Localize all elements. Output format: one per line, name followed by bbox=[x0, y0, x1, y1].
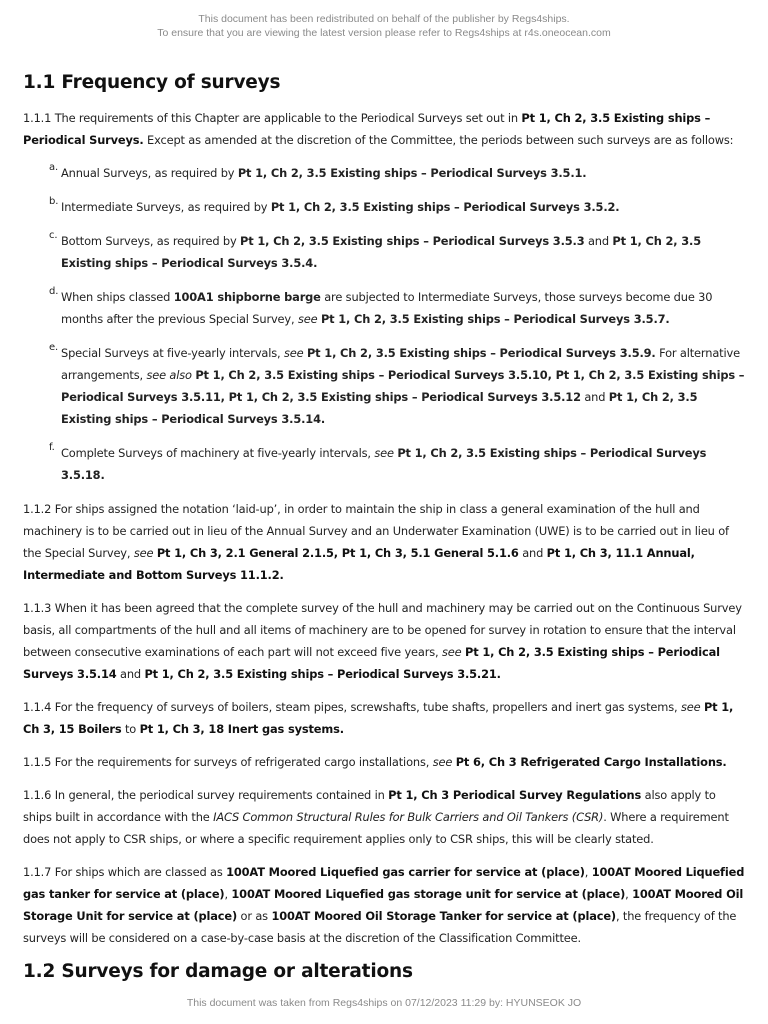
text: 1.1.2 For ships assigned the notation ‘laid-up’, in order to maintain the ship in class a general examination of the hull and machinery is to be carried out in lieu of the Annual Survey and an Underwater Examination (UWE) is to be carried out in lieu of the Special Survey, bbox=[23, 502, 729, 560]
reference: Pt 1, Ch 2, 3.5 Existing ships – Periodical Surveys 3.5.21. bbox=[144, 667, 501, 681]
text: 1.1.7 For ships which are classed as bbox=[23, 865, 227, 879]
reference: Pt 1, Ch 2, 3.5 Existing ships – Periodical Surveys 3.5.3 bbox=[240, 234, 585, 248]
notation: 100AT Moored Liquefied gas carrier for service at (place) bbox=[226, 865, 585, 879]
redistribution-notice bbox=[0, 12, 768, 40]
paragraph-1-1-2 bbox=[23, 498, 747, 586]
reference: Pt 1, Ch 3, 2.1 General 2.1.5, Pt 1, Ch 3, 5.1 General 5.1.6 bbox=[156, 546, 519, 560]
list-item-b bbox=[23, 196, 747, 218]
reference: Pt 1, Ch 3, 15 Boilers bbox=[23, 700, 734, 736]
text: 1.1.4 For the frequency of surveys of boilers, steam pipes, screwshafts, tube shafts, propellers and inert gas systems, bbox=[23, 700, 681, 714]
reference: Pt 1, Ch 2, 3.5 Existing ships – Periodical Surveys 3.5.1. bbox=[237, 166, 587, 180]
notation: 100A1 shipborne barge bbox=[173, 290, 321, 304]
text: and bbox=[116, 667, 145, 681]
list-item-e bbox=[23, 342, 747, 430]
reference: Pt 1, Ch 2, 3.5 Existing ships – Periodical Surveys 3.5.14. bbox=[61, 390, 698, 426]
notice-line-2: To ensure that you are viewing the latest version please refer to Regs4ships at r4s.oneocean.com bbox=[157, 27, 611, 39]
text: to bbox=[121, 722, 140, 736]
see-text: see bbox=[442, 645, 462, 659]
list-item-d bbox=[23, 286, 747, 330]
notation: 100AT Moored Oil Storage Unit for service at (place) bbox=[23, 887, 744, 923]
reference: Pt 1, Ch 2, 3.5 Existing ships – Periodical Surveys 3.5.14 bbox=[23, 645, 720, 681]
text: are subjected to Intermediate Surveys, those surveys become due 30 months after the previous Special Survey, bbox=[61, 290, 713, 326]
text: Complete Surveys of machinery at five-yearly intervals, bbox=[61, 446, 375, 460]
see-text: see bbox=[133, 546, 154, 560]
text: 1.1.1 The requirements of this Chapter are applicable to the Periodical Surveys set out in bbox=[23, 111, 522, 125]
text: or as bbox=[237, 909, 272, 923]
text: Special Surveys at five-yearly intervals, bbox=[61, 346, 284, 360]
see-also-text: see also bbox=[146, 368, 192, 382]
text: also apply to ships built in accordance with the bbox=[23, 788, 716, 824]
text: , bbox=[224, 887, 232, 901]
notation: 100AT Moored Oil Storage Tanker for service at (place) bbox=[271, 909, 616, 923]
reference: Pt 1, Ch 3, 11.1 Annual, Intermediate and Bottom Surveys 11.1.2. bbox=[23, 546, 695, 582]
text: Bottom Surveys, as required by bbox=[61, 234, 241, 248]
notation: 100AT Moored Liquefied gas storage unit for service at (place) bbox=[231, 887, 626, 901]
list-marker: f. bbox=[49, 442, 55, 453]
reference: Pt 1, Ch 2, 3.5 Existing ships – Periodical Surveys 3.5.9. bbox=[306, 346, 656, 360]
text: When ships classed bbox=[61, 290, 174, 304]
text: and bbox=[580, 390, 609, 404]
list-marker: a. bbox=[49, 162, 59, 173]
see-text: see bbox=[374, 446, 394, 460]
reference: Pt 1, Ch 2, 3.5 Existing ships – Periodical Surveys 3.5.10, Pt 1, Ch 2, 3.5 Existing ships – Periodical Surveys 3.5.11, Pt 1, Ch 2, 3.5 Existing ships – Periodical Surveys 3.5.12 bbox=[61, 368, 745, 404]
text: , bbox=[584, 865, 592, 879]
paragraph-1-1-7 bbox=[23, 861, 747, 949]
reference: Pt 1, Ch 2, 3.5 Existing ships – Periodical Surveys 3.5.4. bbox=[61, 234, 701, 270]
list-item-f bbox=[23, 442, 747, 486]
text: 1.1.3 When it has been agreed that the complete survey of the hull and machinery may be carried out on the Continuous Survey basis, all compartments of the hull and all items of machinery are to be opened for survey in rotation to ensure that the interval between consecutive examinations of each part will not exceed five years, bbox=[23, 601, 742, 659]
reference: Pt 1, Ch 3, 18 Inert gas systems. bbox=[139, 722, 344, 736]
notice-line-1: This document has been redistributed on behalf of the publisher by Regs4ships. bbox=[198, 13, 570, 25]
list-item-a bbox=[23, 162, 747, 184]
text: Intermediate Surveys, as required by bbox=[61, 200, 271, 214]
notation: 100AT Moored Liquefied gas tanker for service at (place) bbox=[23, 865, 745, 901]
text: . Where a requirement does not apply to CSR ships, or where a specific requirement applies only to CSR ships, this will be clearly stated. bbox=[23, 810, 729, 846]
text: 1.1.6 In general, the periodical survey requirements contained in bbox=[23, 788, 389, 802]
footer-notice: This document was taken from Regs4ships on 07/12/2023 11:29 by: HYUNSEOK JO bbox=[186, 997, 582, 1009]
text: and bbox=[584, 234, 613, 248]
see-text: see bbox=[680, 700, 701, 714]
see-text: see bbox=[283, 346, 304, 360]
list-marker: b. bbox=[49, 196, 59, 207]
text: Except as amended at the discretion of the Committee, the periods between such surveys are as follows: bbox=[143, 133, 734, 147]
text: Annual Surveys, as required by bbox=[61, 166, 238, 180]
text: and bbox=[518, 546, 547, 560]
list-marker: c. bbox=[49, 230, 58, 241]
paragraph-1-1-3 bbox=[23, 597, 747, 685]
paragraph-1-1-4 bbox=[23, 696, 747, 740]
csr-title: IACS Common Structural Rules for Bulk Carriers and Oil Tankers (CSR) bbox=[213, 810, 604, 824]
section-heading-1-2: 1.2 Surveys for damage or alterations bbox=[23, 961, 413, 982]
paragraph-1-1-1 bbox=[23, 107, 747, 151]
see-text: see bbox=[297, 312, 318, 326]
paragraph-1-1-6 bbox=[23, 784, 747, 850]
reference: Pt 1, Ch 3 Periodical Survey Regulations bbox=[388, 788, 642, 802]
text: For alternative arrangements, bbox=[61, 346, 740, 382]
document-body bbox=[23, 72, 747, 982]
paragraph-1-1-5 bbox=[23, 751, 747, 773]
reference: Pt 1, Ch 2, 3.5 Existing ships – Periodical Surveys 3.5.2. bbox=[270, 200, 620, 214]
reference: Pt 6, Ch 3 Refrigerated Cargo Installations. bbox=[455, 755, 727, 769]
text: , bbox=[625, 887, 633, 901]
section-heading-1-1: 1.1 Frequency of surveys bbox=[23, 72, 281, 93]
text: 1.1.5 For the requirements for surveys of refrigerated cargo installations, bbox=[23, 755, 433, 769]
see-text: see bbox=[432, 755, 453, 769]
reference: Pt 1, Ch 2, 3.5 Existing ships – Periodical Surveys. bbox=[23, 111, 711, 147]
reference: Pt 1, Ch 2, 3.5 Existing ships – Periodical Surveys 3.5.18. bbox=[61, 446, 707, 482]
survey-periods-list bbox=[23, 162, 747, 486]
list-item-c bbox=[23, 230, 747, 274]
text: , the frequency of the surveys will be considered on a case-by-case basis at the discretion of the Classification Committee. bbox=[23, 909, 737, 945]
list-marker: d. bbox=[49, 286, 59, 297]
list-marker: e. bbox=[49, 342, 59, 353]
reference: Pt 1, Ch 2, 3.5 Existing ships – Periodical Surveys 3.5.7. bbox=[320, 312, 670, 326]
